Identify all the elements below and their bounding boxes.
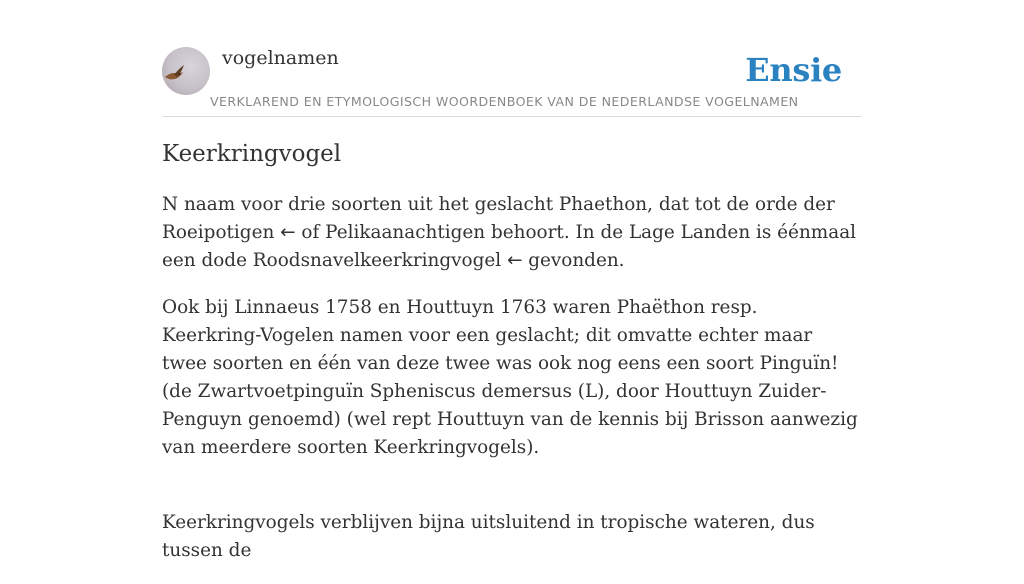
left-arrow-icon[interactable]: ←	[280, 222, 296, 243]
username-link[interactable]: vogelnamen	[222, 47, 339, 69]
entry-body	[162, 191, 862, 584]
paragraph-1	[162, 191, 862, 275]
ensie-logo[interactable]: Ensie	[745, 51, 842, 89]
avatar[interactable]	[162, 47, 210, 95]
bird-icon	[162, 47, 210, 95]
site-header	[162, 46, 862, 117]
paragraph-1-text-b: of Pelikaanachtigen behoort. In de Lage Landen is éénmaal een dode Roodsnavelkeerkringvogel	[162, 222, 857, 271]
paragraph-1-text-c: gevonden.	[522, 250, 625, 271]
dictionary-subtitle[interactable]: VERKLAREND EN ETYMOLOGISCH WOORDENBOEK VAN DE NEDERLANDSE VOGELNAMEN	[210, 94, 799, 109]
paragraph-1-text-a: N naam voor drie soorten uit het geslacht Phaethon, dat tot de orde der Roeipotigen	[162, 194, 835, 243]
paragraph-3: Keerkringvogels verblijven bijna uitsluitend in tropische wateren, dus tussen de	[162, 512, 815, 561]
paragraph-2: Ook bij Linnaeus 1758 en Houttuyn 1763 waren Phaëthon resp. Keerkring-Vogelen namen voor een geslacht; dit omvatte echter maar twee soorten en één van deze twee was ook nog eens een soort Pinguïn! (de Zwartvoetpinguïn Spheniscus demersus (L), door Houttuyn Zuider-Penguyn genoemd) (wel rept Houttuyn van de kennis bij Brisson aanwezig van meerdere soorten Keerkringvogels).	[162, 297, 858, 458]
left-arrow-icon[interactable]: ←	[506, 250, 523, 271]
entry-title: Keerkringvogel	[162, 141, 342, 167]
